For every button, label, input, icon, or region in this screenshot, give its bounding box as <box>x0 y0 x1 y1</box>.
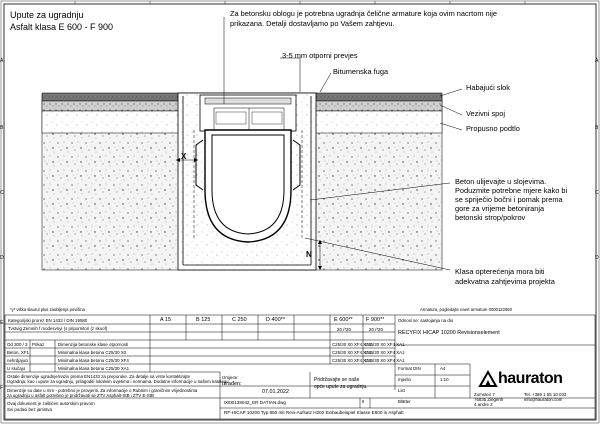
beton-note-line-4: gore za vrijeme betoniranja <box>455 204 545 213</box>
table-row2-label: Tvstvig Zemnih f modesvnyi (s pripornitori (z skoof) <box>8 326 108 331</box>
page-label: Blätter <box>398 399 411 404</box>
drawing-number: 0000138042_ER DATIAN.dwg <box>224 400 286 405</box>
footnote-4: za ugradnju u asfalt potrebno je pridržavati se ZTV Asphalt-StB i ZTV E-StB <box>7 393 154 398</box>
grid-value-e-3: C25/30 X0 XF4 XA1 <box>332 358 372 363</box>
vezivni-spoj-label: Vezivni spoj <box>466 109 506 118</box>
frame-row-d-right: D <box>595 255 599 261</box>
footer-text: RF-HICAP 10200 Typ 850 mit Revi-Aufsatz H200 Einbaubeispiel Klasse E600 in Asphalt <box>224 410 404 415</box>
left-row-3: nehrdjajuci <box>7 358 29 363</box>
grid-value-e-2: C25/30 X0 XF4 XA1 <box>332 350 372 355</box>
mid-row-2: Minimalna klasa betona C25/30 X0 <box>58 350 127 355</box>
izmjene-label: Izmjene: <box>222 375 239 380</box>
mjerilo-label: mjerilo <box>398 377 411 382</box>
address-line-2: 76835 Ziegenh <box>474 397 504 402</box>
address-line-1: Zumsteir 7 <box>474 392 495 397</box>
beton-note-line-2: Poduzmite potrebne mjere kako bi <box>455 186 568 195</box>
predmet-label-2: opće upute za ugradnju. <box>314 384 368 390</box>
grid-value-f-1: C25/30 X0 XF4 XA1 <box>365 342 405 347</box>
class-d400: D 400** <box>266 317 285 323</box>
odnosi-label: Odnosi se: sastojanja na dio <box>398 318 454 323</box>
klasa-note-line-2: adekvatna zahtjevima projekta <box>455 277 555 286</box>
propusno-podtlo-label: Propusno podtlo <box>466 124 520 133</box>
mid-row-3: Minimalna klasa betona C25/30 XF4 <box>58 358 129 363</box>
note-right: Armatura, pogledajte naert armature 0000122650 <box>420 307 512 312</box>
frame-row-b: B <box>0 125 4 131</box>
title-line-1: Upute za ugradnju <box>10 10 84 20</box>
phone: Tel. +386 1 55 10 033 <box>524 392 567 397</box>
table-header-label: Kategorijski prorez EN 1433 / DIN 19580 <box>8 318 88 323</box>
grid-value-e-1: C25/30 X0 XF4 XA1 <box>332 342 372 347</box>
class-a15: A 15 <box>160 317 172 323</box>
top-note-line-2: prikazana. Detalji dostavljamo po Vašem zahtjevu. <box>230 19 395 28</box>
otporni-prevjes-label: 3-5 mm otporni prevjes <box>282 51 358 60</box>
format-value: A4 <box>440 366 446 371</box>
bitumenska-fuga-label: Bitumenska fuga <box>333 67 389 76</box>
grid-value-f-3: C25/30 X0 XF4 XA1 <box>365 358 405 363</box>
created-date: 07.01.2022 <box>262 389 289 395</box>
format-label: Format DIN <box>398 366 421 371</box>
beton-note-line-5: betonski strop/pokrov <box>455 213 526 222</box>
list-label: List <box>398 388 405 393</box>
frame-row-d: D <box>0 255 4 261</box>
habajuci-slok-label: Habajući slok <box>466 83 510 92</box>
list-value: 6 <box>362 399 365 404</box>
mid-row-1: Dimenzija betonske klase otpornosti <box>58 342 129 347</box>
dimension-n-label: N <box>306 250 312 259</box>
beton-note-line-1: Beton ulijevajte u slojevima. <box>455 177 547 186</box>
footnote-1: Ostale dimenzije ugradnje/naziv prema EN1433 za preporuke. Za detalje sa vrste kontaktirajte <box>7 374 191 379</box>
frame-row-a-right: A <box>595 58 599 64</box>
left-row-2: Beton, XF1 <box>7 350 29 355</box>
e600-sub: 20 /*20 <box>337 327 351 332</box>
footnote-3: Dimenzije su date u mm - potrebno je provjeriti. Za informacije o Rubnim i graničnim vrijednostima <box>7 388 198 393</box>
predmet-label-1: Pridržavajte se naše <box>314 377 360 383</box>
dimension-x-label: X <box>181 152 187 161</box>
footnote-5: Ovaj dokument je zaštićen autorskim pravom <box>7 401 95 406</box>
hauraton-logo-icon <box>478 370 498 388</box>
class-b125: B 125 <box>196 317 211 323</box>
frame-row-e: E <box>0 320 4 326</box>
note-left: *y* viška slaurul plus zaobljenja povišina <box>10 307 85 312</box>
frame-row-b-right: B <box>595 125 599 131</box>
klasa-note-line-1: Klasa opterećenja mora biti <box>455 267 545 276</box>
left-row-4: U slučaju <box>7 366 26 371</box>
product-name: RECYFIX HICAP 10200 Revisionselement <box>398 330 500 336</box>
hauraton-logo-text: hauraton <box>498 370 563 387</box>
address-line-3: 4 andre 2 <box>474 402 493 407</box>
mid-row-4: Minimalna klasa betona C25/30 XA1 <box>58 366 130 371</box>
class-f900: F 900** <box>366 317 385 323</box>
title-line-2: Asfalt klasa E 600 - F 900 <box>10 22 114 32</box>
frame-row-c-right: C <box>595 190 599 196</box>
frame-row-a: A <box>0 58 4 64</box>
beton-note-line-3: se spriječio bočni i pomak prema <box>455 195 563 204</box>
left-row-1: Od 300 / 3 <box>7 342 28 347</box>
created-label: Izrađen: <box>222 381 242 387</box>
frame-row-f: F <box>0 385 4 391</box>
footnote-2: Izgradnja, kao i upute za ugradnju, prilagoditi lokalnim uvjetima i normama. Dodatne informacije u našem katalogu <box>7 379 229 384</box>
frame-row-c: C <box>0 190 4 196</box>
footnote-6: Svi podaci bez jamstva <box>7 407 52 412</box>
f900-sub: 20 /*20 <box>369 327 383 332</box>
top-note-line-1: Za betonsku oblogu je potrebna ugradnja čelične armature koja ovim nacrtom nije <box>230 9 498 18</box>
left-row-5: Prikaz <box>32 342 45 347</box>
mjerilo-value: 1:10 <box>440 377 449 382</box>
class-c250: C 250 <box>232 317 247 323</box>
email: info@hauraton.com <box>524 397 563 402</box>
class-e600: E 600** <box>334 317 353 323</box>
grid-value-f-2: C25/30 X0 XF4 XA1 <box>365 350 405 355</box>
